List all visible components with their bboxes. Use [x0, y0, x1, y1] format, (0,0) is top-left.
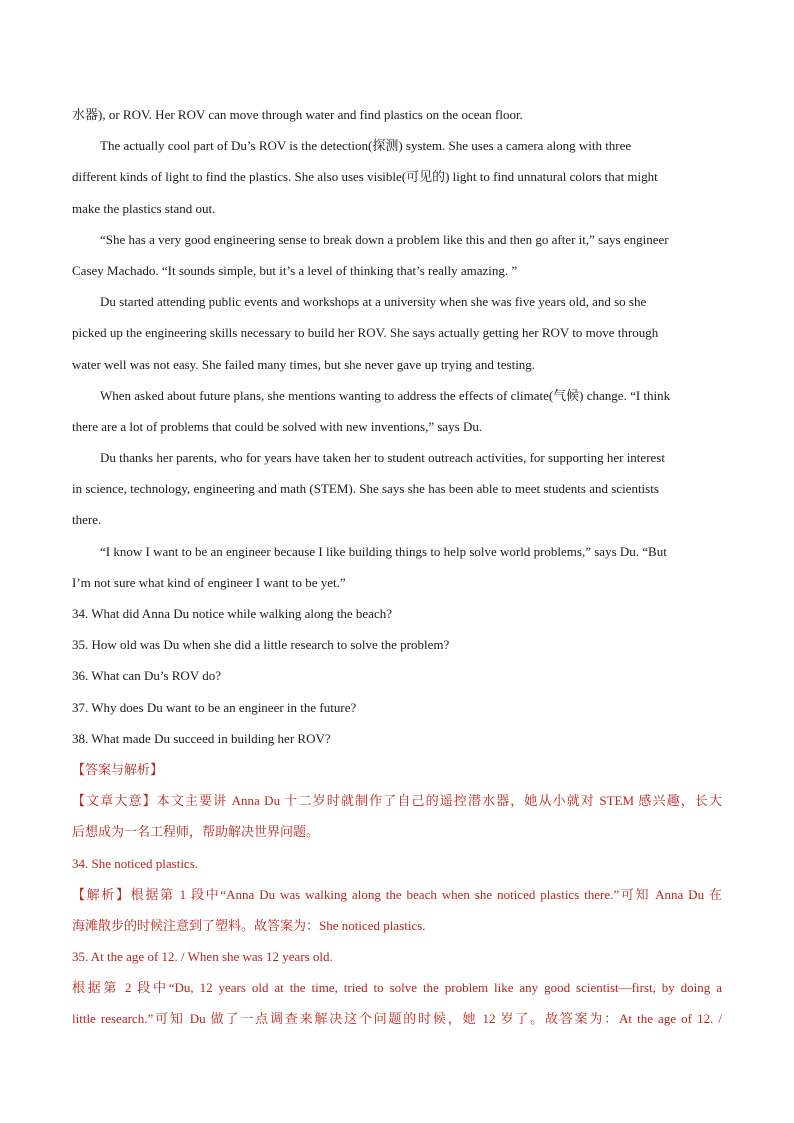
passage-line: there are a lot of problems that could be solved with new inventions,” says Du.: [72, 418, 483, 434]
passage-line: make the plastics stand out.: [72, 200, 216, 216]
passage-line: “I know I want to be an engineer because I like building things to help solve world problems,” says Du. “But: [100, 543, 667, 559]
passage-line: I’m not sure what kind of engineer I want to be yet.”: [72, 574, 346, 590]
answer-34: 34. She noticed plastics.: [72, 855, 199, 871]
explanation-line: 【解析】根据第 1 段中“Anna Du was walking along the beach when she noticed plastics there.”可知 Anna Du 在: [72, 886, 722, 902]
answers-heading: 【答案与解析】: [72, 761, 164, 777]
summary-line: 后想成为一名工程师，帮助解决世界问题。: [72, 824, 320, 840]
explanation-line: 根据第 2 段中“Du, 12 years old at the time, tried to solve the problem like any good scientist—first, by doing a: [72, 980, 722, 996]
summary-line: 【文章大意】本文主要讲 Anna Du 十二岁时就制作了自己的遥控潜水器，她从小就对 STEM 感兴趣，长大: [72, 793, 722, 809]
question-38: 38. What made Du succeed in building her ROV?: [72, 730, 331, 746]
passage-line: 水器), or ROV. Her ROV can move through water and find plastics on the ocean floor.: [72, 107, 523, 122]
passage-line: When asked about future plans, she mentions wanting to address the effects of climate(气候) change. “I think: [100, 387, 671, 403]
passage-line: The actually cool part of Du’s ROV is the detection(探测) system. She uses a camera along with three: [100, 138, 632, 154]
passage-line: there.: [72, 512, 102, 528]
explanation-line: little research.”可知 Du 做了一点调查来解决这个问题的时候，她 12 岁了。故答案为：At the age of 12. /: [72, 1011, 722, 1027]
question-34: 34. What did Anna Du notice while walking along the beach?: [72, 606, 392, 621]
answer-35: 35. At the age of 12. / When she was 12 years old.: [72, 949, 333, 965]
passage-line: Du thanks her parents, who for years have taken her to student outreach activities, for supporting her interest: [100, 450, 665, 466]
passage-line: in science, technology, engineering and math (STEM). She says she has been able to meet students and scientists: [72, 481, 659, 497]
question-36: 36. What can Du’s ROV do?: [72, 668, 221, 684]
question-35: 35. How old was Du when she did a little research to solve the problem?: [72, 637, 450, 653]
passage-line: picked up the engineering skills necessary to build her ROV. She says actually getting her ROV to move through: [72, 325, 659, 341]
passage-line: Du started attending public events and workshops at a university when she was five years old, and so she: [100, 294, 647, 310]
passage-line: Casey Machado. “It sounds simple, but it’s a level of thinking that’s really amazing. ”: [72, 262, 518, 278]
explanation-line: 海滩散步的时候注意到了塑料。故答案为：She noticed plastics.: [72, 917, 426, 933]
passage-line: “She has a very good engineering sense to break down a problem like this and then go after it,” says engineer: [100, 231, 669, 247]
document-content: [72, 99, 722, 1035]
question-37: 37. Why does Du want to be an engineer in the future?: [72, 699, 357, 715]
passage-line: water well was not easy. She failed many times, but she never gave up trying and testing.: [72, 356, 536, 372]
passage-line: different kinds of light to find the plastics. She also uses visible(可见的) light to find unnatural colors that might: [72, 169, 658, 185]
